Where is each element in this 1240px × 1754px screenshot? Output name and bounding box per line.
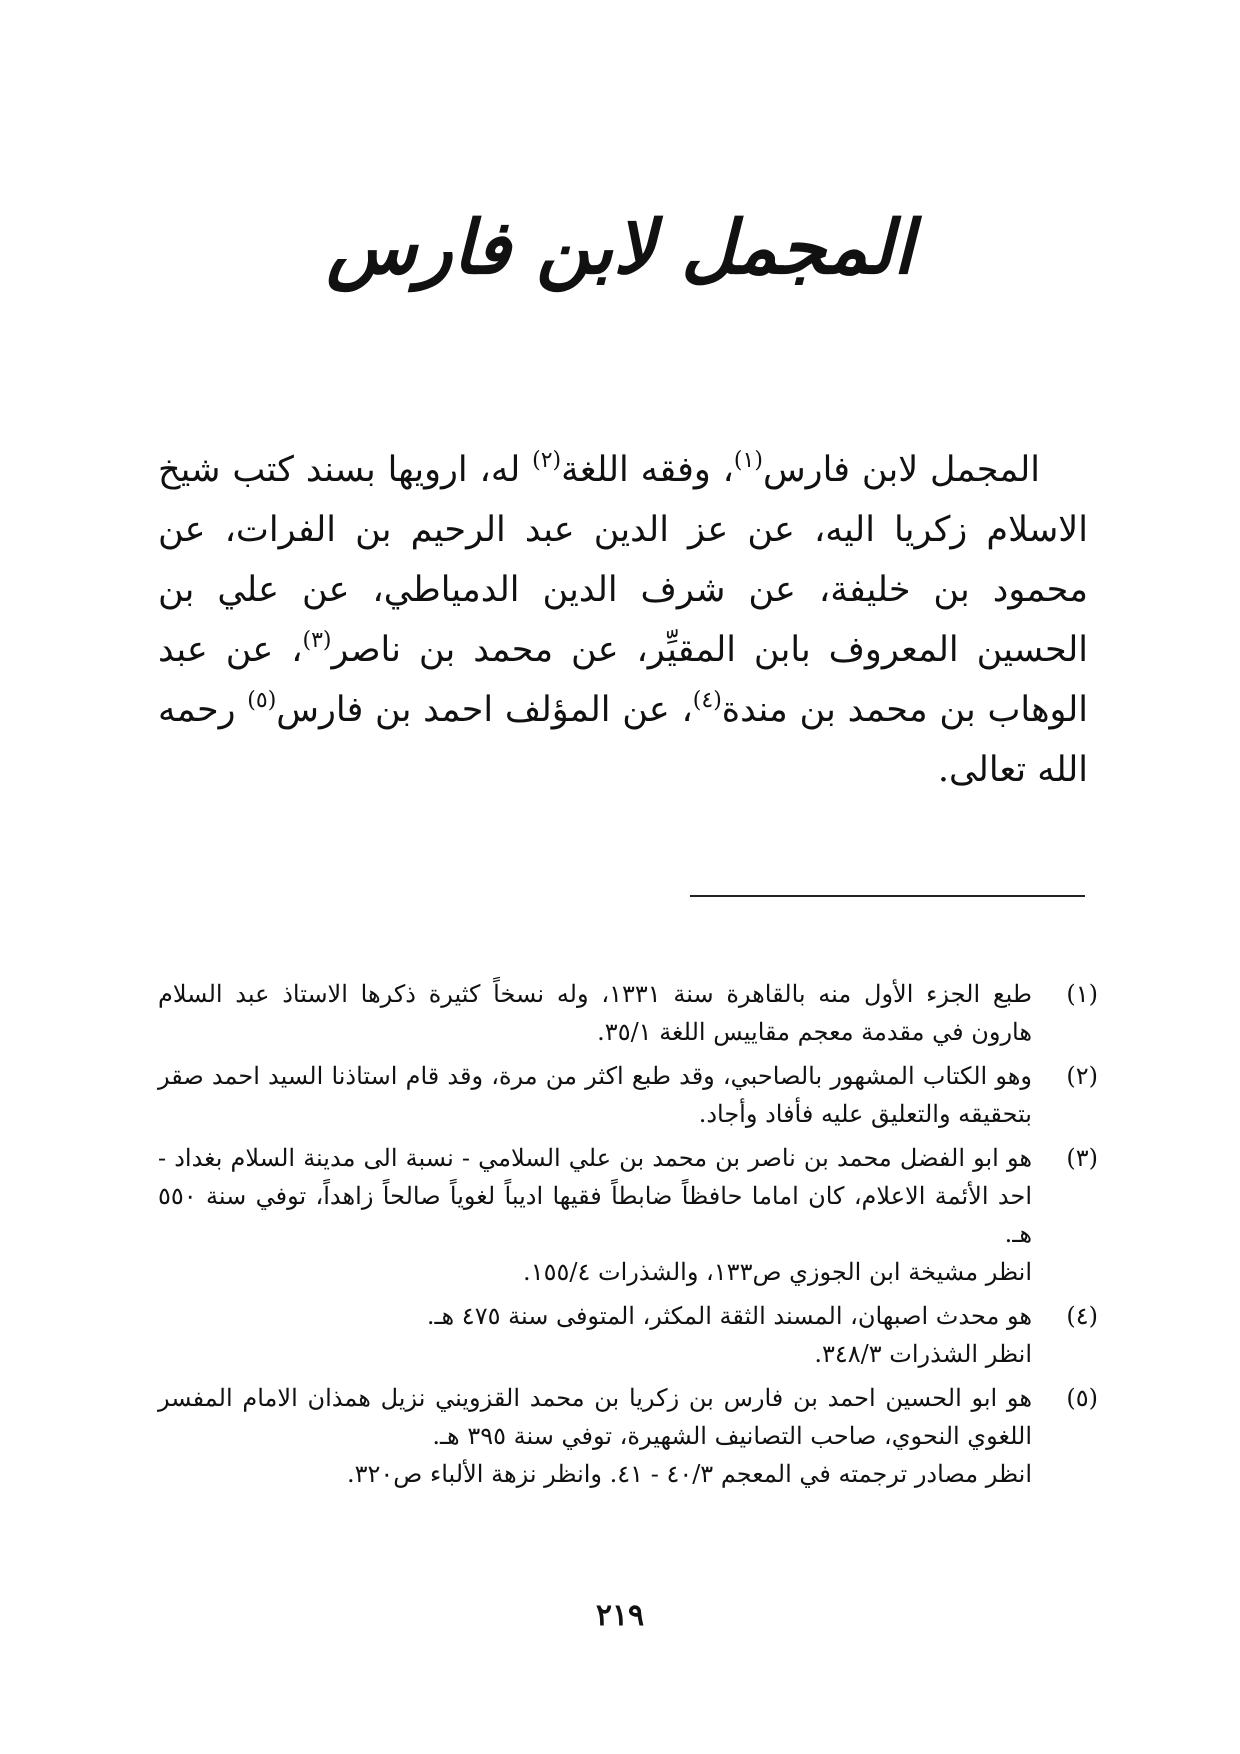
footnote-text: طبع الجزء الأول منه بالقاهرة سنة ١٣٣١، وله نسخاً كثيرة ذكرها الاستاذ عبد السلام هارون في مقدمة معجم مقاييس اللغة ٣٥/١.	[158, 980, 1032, 1046]
footnote-number: (٥)	[1066, 1384, 1098, 1412]
footnotes-section	[158, 975, 1098, 1499]
footnote-body	[158, 1379, 1032, 1493]
footnote-number: (٢)	[1066, 1062, 1098, 1090]
footnote-reference: (٣)	[302, 628, 332, 653]
footnote-reference: (٤)	[692, 688, 722, 713]
footnote-number: (٤)	[1066, 1302, 1098, 1330]
footnote-number: (١)	[1066, 980, 1098, 1008]
footnote-divider	[690, 895, 1085, 897]
page-title: المجمل لابن فارس	[326, 205, 914, 291]
paragraph-segment: رحمه الله تعالى.	[158, 690, 1088, 790]
paragraph-segment: له، ارويها بسند كتب شيخ الاسلام زكريا اليه، عن عز الدين عبد الرحيم بن الفرات، عن محمود بن خليفة، عن شرف الدين الدمياطي، عن علي بن الحسين المعروف بابن المقيِّر، عن محمد بن ناصر	[158, 450, 1088, 670]
footnote-source-note: انظر مصادر ترجمته في المعجم ٤٠/٣ - ٤١. وانظر نزهة الألباء ص٣٢٠.	[346, 1460, 1032, 1488]
footnote-text: وهو الكتاب المشهور بالصاحبي، وقد طبع اكثر من مرة، وقد قام استاذنا السيد احمد صقر بتحقيقه والتعليق عليه فأفاد وأجاد.	[158, 1062, 1032, 1128]
paragraph-segment: ، وفقه اللغة	[561, 450, 734, 490]
footnote-body	[158, 1297, 1032, 1373]
footnote-body	[158, 1139, 1032, 1291]
footnote-item	[158, 1297, 1098, 1373]
paragraph-segment: ، عن عبد الوهاب بن محمد بن مندة	[158, 630, 1088, 730]
footnote-item	[158, 1379, 1098, 1493]
footnote-body	[158, 1057, 1032, 1133]
main-paragraph	[158, 440, 1088, 800]
footnote-source-note: انظر مشيخة ابن الجوزي ص١٣٣، والشذرات ١٥٥/٤.	[523, 1258, 1032, 1286]
footnote-text: هو ابو الحسين احمد بن فارس بن زكريا بن محمد القزويني نزيل همذان الامام المفسر اللغوي النحوي، صاحب التصانيف الشهيرة، توفي سنة ٣٩٥ هـ.	[158, 1384, 1032, 1450]
paragraph-segment: ، عن المؤلف احمد بن فارس	[276, 690, 693, 730]
footnote-body	[158, 975, 1032, 1051]
footnote-item	[158, 1057, 1098, 1133]
page-number: ٢١٩	[595, 1598, 645, 1633]
footnote-source-note: انظر الشذرات ٣٤٨/٣.	[814, 1340, 1032, 1368]
footnote-number: (٣)	[1066, 1144, 1098, 1172]
footnote-reference: (١)	[733, 448, 763, 473]
footnote-text: هو ابو الفضل محمد بن ناصر بن محمد بن علي السلامي - نسبة الى مدينة السلام بغداد - احد الأئمة الاعلام، كان اماما حافظاً ضابطاً فقيها اديباً لغوياً صالحاً زاهداً، توفي سنة ٥٥٠ هـ.	[158, 1144, 1032, 1248]
footnote-item	[158, 975, 1098, 1051]
paragraph-segment: المجمل لابن فارس	[762, 450, 1041, 490]
footnote-item	[158, 1139, 1098, 1291]
footnote-reference: (٢)	[532, 448, 562, 473]
footnote-text: هو محدث اصبهان، المسند الثقة المكثر، المتوفى سنة ٤٧٥ هـ.	[426, 1302, 1032, 1330]
footnote-reference: (٥)	[247, 688, 277, 713]
